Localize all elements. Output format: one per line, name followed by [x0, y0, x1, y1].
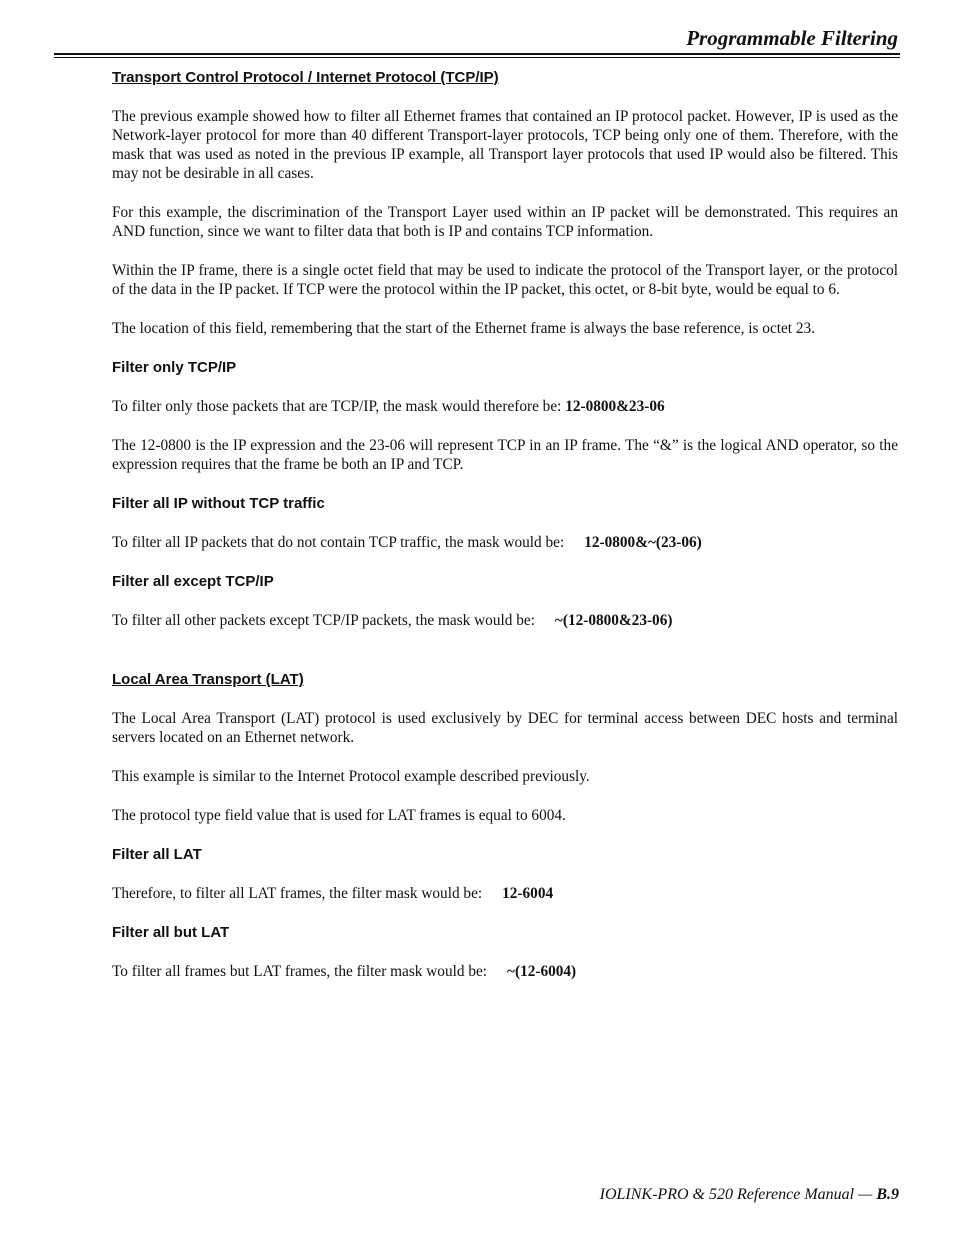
subheading-filter-ip-without-tcp: Filter all IP without TCP traffic: [112, 495, 325, 512]
mask-expression: ~(12-6004): [507, 963, 577, 980]
paragraph-lat-2: This example is similar to the Internet Protocol example described previously.: [112, 768, 590, 785]
paragraph-filter-ip-without-tcp: [112, 533, 898, 552]
filter-all-lat-text: Therefore, to filter all LAT frames, the filter mask would be:: [112, 885, 483, 902]
subheading-filter-all-but-lat: Filter all but LAT: [112, 924, 230, 941]
paragraph-tcp-4: The location of this field, remembering that the start of the Ethernet frame is always the base reference, is octet 23.: [112, 320, 815, 337]
paragraph-tcp-2: For this example, the discrimination of the Transport Layer used within an IP packet will be demonstrated. This requires an AND function, since we want to filter data that both is IP and contains TCP information.: [112, 204, 898, 240]
section-heading-tcp-ip: Transport Control Protocol / Internet Protocol (TCP/IP): [112, 69, 499, 86]
subheading-filter-all-except-tcp-ip: Filter all except TCP/IP: [112, 573, 274, 590]
mask-expression: 12-6004: [502, 885, 554, 902]
paragraph-and-operator: The 12-0800 is the IP expression and the 23-06 will represent TCP in an IP frame. The “&” is the logical AND operator, so the expression requires that the frame be both an IP and TCP.: [112, 437, 898, 473]
paragraph-filter-all-but-lat: [112, 962, 898, 981]
page-header-title: Programmable Filtering: [686, 26, 898, 50]
paragraph-filter-only-tcp-ip: [112, 397, 898, 416]
page-footer: [600, 1186, 899, 1204]
paragraph-lat-3: The protocol type field value that is used for LAT frames is equal to 6004.: [112, 807, 566, 824]
filter-ip-without-tcp-text: To filter all IP packets that do not contain TCP traffic, the mask would be:: [112, 534, 565, 551]
subheading-filter-all-lat: Filter all LAT: [112, 846, 202, 863]
mask-expression: 12-0800&~(23-06): [584, 534, 702, 551]
paragraph-filter-all-lat: [112, 884, 898, 903]
paragraph-filter-all-except-tcp-ip: [112, 611, 898, 630]
mask-expression: 12-0800&23-06: [565, 398, 665, 415]
filter-all-except-text: To filter all other packets except TCP/IP packets, the mask would be:: [112, 612, 535, 629]
paragraph-tcp-3: Within the IP frame, there is a single octet field that may be used to indicate the protocol of the Transport layer, or the protocol of the data in the IP packet. If TCP were the protocol within the IP packet, this octet, or 8-bit byte, would be equal to 6.: [112, 262, 898, 298]
subheading-filter-only-tcp-ip: Filter only TCP/IP: [112, 359, 237, 376]
paragraph-tcp-1: The previous example showed how to filter all Ethernet frames that contained an IP protocol packet. However, IP is used as the Network-layer protocol for more than 40 different Transport-layer protocols, TCP being only one of them. Therefore, with the mask that was used as noted in the previous IP example, all Transport layer protocols that used IP would also be filtered. This may not be desirable in all cases.: [112, 108, 898, 182]
mask-expression: ~(12-0800&23-06): [554, 612, 673, 629]
footer-manual-title: IOLINK-PRO & 520 Reference Manual —: [599, 1186, 873, 1203]
paragraph-lat-1: The Local Area Transport (LAT) protocol is used exclusively by DEC for terminal access between DEC hosts and terminal servers located on an Ethernet network.: [112, 710, 898, 746]
filter-all-but-lat-text: To filter all frames but LAT frames, the filter mask would be:: [112, 963, 488, 980]
footer-page-number: B.9: [876, 1186, 899, 1203]
filter-only-text: To filter only those packets that are TCP/IP, the mask would therefore be:: [112, 398, 566, 415]
header-rule: [54, 53, 900, 55]
section-heading-lat: Local Area Transport (LAT): [112, 671, 304, 688]
header-rule-thin: [54, 57, 900, 58]
page-body: [112, 68, 898, 981]
